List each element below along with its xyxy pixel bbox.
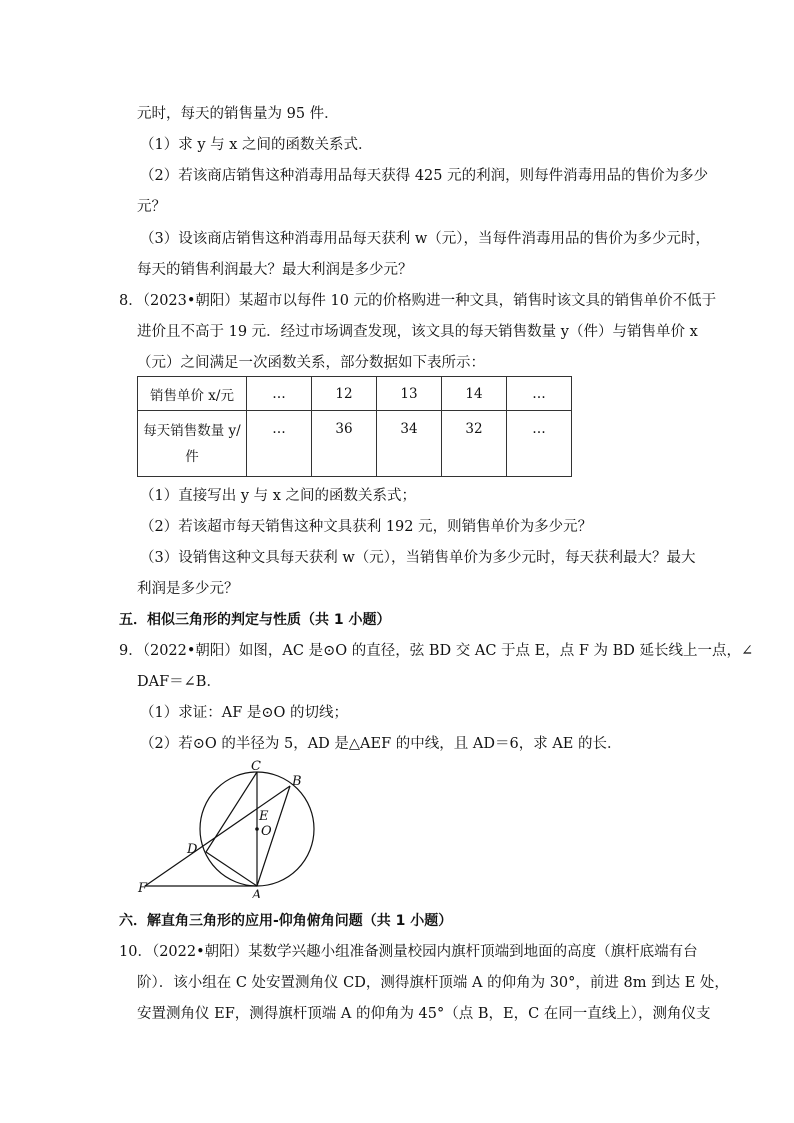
label-a: A [252, 888, 262, 898]
text-line: （2）若该商店销售这种消毒用品每天获得 425 元的利润，则每件消毒用品的售价为多少 [140, 168, 709, 184]
text-line: 10．（2022•朝阳）某数学兴趣小组准备测量校园内旗杆顶端到地面的高度（旗杆底端有台 [119, 944, 698, 960]
text-line: 利润是多少元？ [137, 581, 239, 597]
text-line: 进价且不高于 19 元．经过市场调查发现，该文具的每天销售数量 y（件）与销售单价 x [137, 324, 698, 340]
segment-da [206, 852, 257, 886]
label-o: O [261, 824, 272, 839]
text-line: （3）设销售这种文具每天获利 w（元），当销售单价为多少元时，每天获利最大？最大 [140, 550, 696, 566]
text-line: 9．（2022•朝阳）如图，AC 是⊙O 的直径，弦 BD 交 AC 于点 E，点 F 为 BD 延长线上一点，∠ [119, 643, 754, 659]
text-line: （1）求 y 与 x 之间的函数关系式． [140, 137, 373, 153]
data-table [137, 376, 572, 477]
table-cell [138, 411, 247, 477]
center-point [255, 827, 259, 831]
text-line: 8．（2023•朝阳）某超市以每件 10 元的价格购进一种文具，销售时该文具的销售单价不低于 [119, 293, 717, 309]
label-c: C [251, 759, 261, 774]
table-cell: 13 [377, 377, 442, 411]
text-line: DAF＝∠B． [137, 674, 221, 690]
text-line: 安置测角仪 EF，测得旗杆顶端 A 的仰角为 45°（点 B，E，C 在同一直线上），测角仪支 [137, 1006, 711, 1022]
table-cell: 32 [442, 411, 507, 477]
text-line: 元？ [137, 199, 166, 215]
text-line: 每天的销售利润最大？最大利润是多少元？ [137, 262, 413, 278]
table-cell: 36 [312, 411, 377, 477]
label-b: B [292, 774, 302, 789]
table-cell: 14 [442, 377, 507, 411]
section-heading: 五．相似三角形的判定与性质（共 1 小题） [119, 612, 391, 628]
segment-dc [206, 772, 257, 852]
table-cell: … [507, 411, 572, 477]
table-cell-line: 件 [185, 448, 199, 465]
text-line: （元）之间满足一次函数关系，部分数据如下表所示： [137, 355, 485, 371]
table-cell: … [507, 377, 572, 411]
table-row [138, 377, 572, 411]
table-cell: 34 [377, 411, 442, 477]
table-row [138, 411, 572, 477]
table-cell: 销售单价 x/元 [138, 377, 247, 411]
section-heading: 六．解直角三角形的应用-仰角俯角问题（共 1 小题） [119, 913, 453, 929]
table-cell: … [247, 377, 312, 411]
text-line: （1）求证：AF 是⊙O 的切线； [140, 705, 349, 721]
table-cell: … [247, 411, 312, 477]
table-cell: 12 [312, 377, 377, 411]
text-line: 阶）．该小组在 C 处安置测角仪 CD，测得旗杆顶端 A 的仰角为 30°，前进 8m 到达 E 处， [137, 975, 729, 991]
text-line: （2）若⊙O 的半径为 5，AD 是△AEF 的中线，且 AD＝6，求 AE 的长． [140, 736, 622, 752]
text-line: 元时，每天的销售量为 95 件． [137, 106, 339, 122]
text-line: （3）设该商店销售这种消毒用品每天获利 w（元），当每件消毒用品的售价为多少元时， [140, 231, 710, 247]
label-e: E [259, 809, 269, 824]
text-line: （1）直接写出 y 与 x 之间的函数关系式； [140, 488, 417, 504]
label-f: F [138, 881, 148, 896]
geometry-figure [130, 758, 330, 898]
table-cell-line: 每天销售数量 y/ [143, 422, 241, 439]
label-d: D [187, 842, 198, 857]
text-line: （2）若该超市每天销售这种文具获利 192 元，则销售单价为多少元？ [140, 519, 593, 535]
